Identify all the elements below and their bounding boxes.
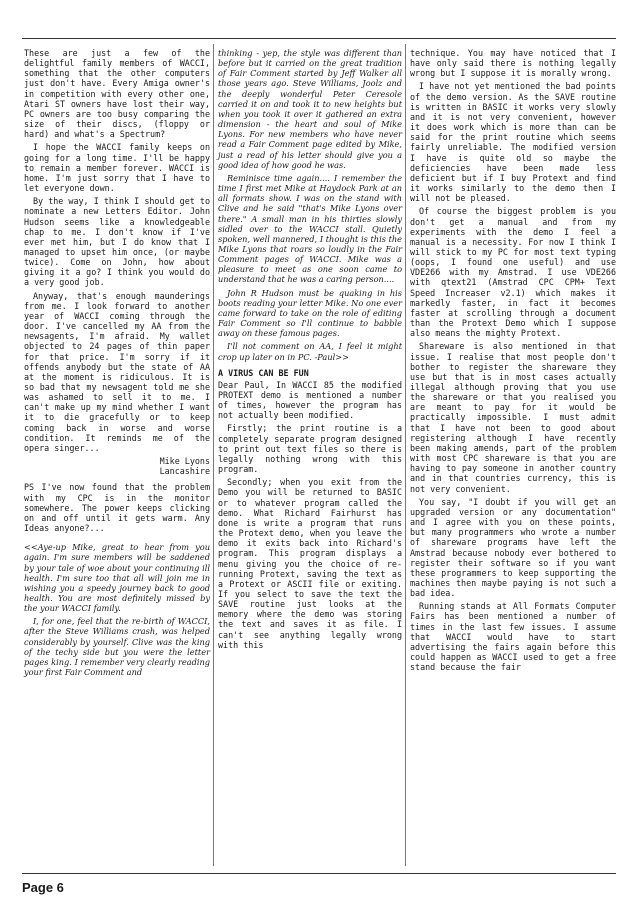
paragraph: Anyway, that's enough maunderings from me. I look forward to another year of WACCI coming through the door. I've cancelled my AA from the newsagents, I'm afraid. My wallet objected to 24 pages of thin paper for that price. I'm sorry if it offends anybody but the state of AA at the moment is ridiculous. It is so bad that my newsagent told me she was ashamed to sell it to me. I can't make up my mind whether I want it to die gracefully or to keep coming back in worse and worse condition. It reminds me of the opera singer... (24, 290, 210, 453)
signature-place: Lancashire (159, 466, 210, 477)
column-divider (405, 44, 406, 866)
paragraph: technique. You may have noticed that I have only said there is nothing legally wrong but I suppose it is morally wrong. (410, 48, 616, 79)
column-middle (218, 48, 402, 653)
editor-reply: Reminisce time again.... I remember the time I first met Mike at Haydock Park at an all formats show. I was on the stand with Clive and he said "that's Mike Lyons over there." A small man in his thirties slowly sidled over to the WACCI stall. Quietly spoken, well mannered, I thought is this the Mike Lyons that roars so loudly in the Fair Comment pages of WACCI. Mike was a pleasure to meet as one soon came to understand that he was a caring person.... (218, 172, 402, 285)
postscript: PS I've now found that the problem with my CPC is in the monitor somewhere. The power keeps clicking on and off until it gets warm. Any Ideas anyone?... (24, 482, 210, 534)
header-rule (22, 38, 616, 39)
editor-reply: John R Hudson must be quaking in his boots reading your letter Mike. No one ever came forward to take on the role of editing Fair Comment so I'll continue to babble away on these famous pages. (218, 287, 402, 339)
paragraph: Firstly; the print routine is a completely separate program designed to print out text files so there is legally nothing wrong with this program. (218, 423, 402, 475)
editor-reply: I'll not comment on AA, I feel it might crop up later on in PC. -Paul>> (218, 341, 402, 362)
paragraph: I hope the WACCI family keeps on going for a long time. I'll be happy to remain a member forever. WACCI is home. I'm just sorry that I have to let everyone down. (24, 142, 210, 194)
column-divider (213, 44, 214, 866)
paragraph: Running stands at All Formats Computer Fairs has been mentioned a number of times in the last few issues. I assume that WACCI would have to start advertising the fairs again before this could happen as WACCI used to get a free stand because the fair (410, 601, 616, 673)
paragraph: Shareware is also mentioned in that issue. I realise that most people don't bother to register the shareware they use but that is in most cases actually illegal although proving that you use the shareware or that you realised you are meant to pay for it would be practically impossible. I must admit that I have not been to good about registering although I have recently been making amends, part of the problem with most CPC shareware is that you are having to pay someone in another country and in that countries currency, this is not very convenient. (410, 341, 616, 494)
paragraph: Of course the biggest problem is you don't get a manual and from my experiments with the demo I feel a manual is a necessity. For now I think I will stick to my PC for most text typing (oops, I found one useful) and use VDE266 with my Amstrad. I use VDE266 with qtext21 (Amstrad CPC CPM+ Text Speed Increaser v2.1) which makes it markedly faster, in fact it becomes faster at scrolling through a document than the Protext Demo which I suppose also means the mighty Protext. (410, 206, 616, 339)
paragraph: By the way, I think I should get to nominate a new Letters Editor. John Hudson seems like a knowledgeable chap to me. I don't know if I've ever met him, but I do know that I managed to upset him once, (or maybe twice). Come on John, how about giving it a go? I think you would do a very good job. (24, 196, 210, 288)
signature-name: Mike Lyons (159, 456, 210, 467)
letter-heading: A VIRUS CAN BE FUN (218, 367, 309, 378)
paragraph: You say, "I doubt if you will get an upgraded version or any documentation" and I agree with you on these points, but many programmers who wrote a number of shareware programs have left the Amstrad because nobody ever bothered to register their software so if you want these programmers to keep supporting the machines then maybe paying is not such a bad idea. (410, 496, 616, 599)
paragraph: These are just a few of the delightful family members of WACCI, something that the other computers just don't have. Every Amiga owner's in competition with every other one, Atari ST owners have lost their way, PC owners are too busy comparing the size of their discs, (floppy or hard) and what's a Spectrum? (24, 48, 210, 140)
column-left (24, 48, 210, 680)
editor-reply: thinking - yep, the style was different than before but it carried on the great tradition of Fair Comment started by Jeff Walker all those years ago. Steve Williams, Joolz and the deeply wonderful Peter Ceresole carried it on and took it to new heights but when you took it over it gathered an extra dimension - the heart and soul of Mike Lyons. For new members who have never read a Fair Comment page edited by Mike, just a read of his letter should give you a good idea of how good he was. (218, 48, 402, 170)
editor-reply: <<Aye-up Mike, great to hear from you again. I'm sure members will be saddened by your tale of woe about your continuing ill health. I'm sure too that all will join me in wishing you a speedy journey back to good health. You are most definitely missed by the your WACCI family. (24, 542, 210, 614)
paragraph: I have not yet mentioned the bad points of the demo version. As the SAVE routine is written in BASIC it works very slowly and it is not very convenient, however it does work which is more than can be said for the print routine which seems fairly unreliable. The modified version I have is quite old so maybe the deficiencies have been made less deficient but if I buy Protext and find it works similarly to the demo then I will not be pleased. (410, 81, 616, 204)
footer-rule (22, 873, 616, 874)
editor-reply: I, for one, feel that the re-birth of WACCI, after the Steve Williams crash, was helped considerably by yourself. Clive was the king of the techy side but you were the letter pages king. I remember very clearly reading your first Fair Comment and (24, 616, 210, 678)
column-right (410, 48, 616, 675)
page-number: Page 6 (22, 880, 64, 895)
paragraph: Secondly; when you exit from the Demo you will be returned to BASIC or to whatever program called the demo. What Richard Fairhurst has done is write a program that runs the Protext demo, when you leave the demo it exits back into Richard's program. This program displays a menu giving you the choice of re-running Protext, saving the text as a Protext or ASCII file or exiting. If you select to save the text the SAVE routine just looks at the memory where the demo was storing the text and saves it as file. I can't see anything legally wrong with this (218, 477, 402, 650)
paragraph: Dear Paul, In WACCI 85 the modified PROTEXT demo is mentioned a number of times, however the program has not actually been modified. (218, 379, 402, 421)
